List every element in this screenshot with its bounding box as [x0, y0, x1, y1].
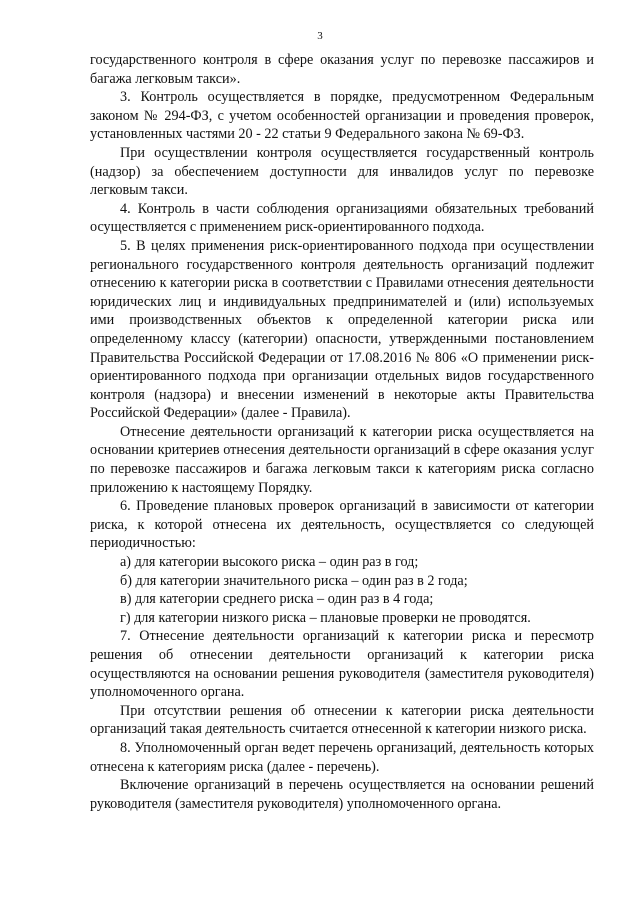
paragraph-item-7: 7. Отнесение деятельности организаций к категории риска и пересмотр решения об отнесении деятельности организаций к категории риска осуществляются на основании решения руководителя (заместителя руководителя) уполномоченного органа. — [90, 628, 594, 701]
paragraph-no-decision: При отсутствии решения об отнесении к категории риска деятельности организаций такая деятельность считается отнесенной к категории низкого риска. — [90, 702, 594, 738]
paragraph-accessibility-control: При осуществлении контроля осуществляется государственный контроль (надзор) за обеспечением доступности для инвалидов услуг по перевозке легковым такси. — [90, 144, 594, 199]
paragraph-item-5: 5. В целях применения риск-ориентированного подхода при осуществлении регионального государственного контроля деятельность организаций подлежит отнесению к категории риска в соответствии с Правилами отнесения деятельности юридических лиц и индивидуальных предпринимателей и (или) используемых ими производственных объектов к определенной категории риска или определенному классу (категории) опасности, утвержденными постановлением Правительства Российской Федерации от 17.08.2016 № 806 «О применении риск-ориентированного подхода при организации отдельных видов государственного контроля (надзора) и внесении изменений в некоторые акты Правительства Российской Федерации» (далее - Правила). — [90, 237, 594, 422]
page-number: 3 — [317, 30, 323, 42]
list-item-medium-risk: в) для категории среднего риска – один раз в 4 года; — [120, 591, 434, 608]
paragraph-item-4: 4. Контроль в части соблюдения организациями обязательных требований осуществляется с применением риск-ориентированного подхода. — [90, 200, 594, 236]
paragraph-inclusion: Включение организаций в перечень осуществляется на основании решений руководителя (заместителя руководителя) уполномоченного органа. — [90, 777, 594, 812]
paragraph-item-3: 3. Контроль осуществляется в порядке, предусмотренном Федеральным законом № 294-ФЗ, с учетом особенностей организации и проведения проверок, установленных частями 20 - 22 статьи 9 Федерального закона № 69-ФЗ. — [90, 89, 594, 143]
list-item-low-risk: г) для категории низкого риска – плановые проверки не проводятся. — [120, 609, 531, 626]
list-item-significant-risk: б) для категории значительного риска – один раз в 2 года; — [120, 572, 468, 589]
paragraph-item-6: 6. Проведение плановых проверок организаций в зависимости от категории риска, к которой отнесена их деятельность, осуществляется со следующей периодичностью: — [90, 498, 594, 552]
paragraph-risk-criteria: Отнесение деятельности организаций к категории риска осуществляется на основании критериев отнесения деятельности организаций в сфере оказания услуг по перевозке пассажиров и багажа легковым такси к категориям риска согласно приложению к настоящему Порядку. — [90, 423, 594, 496]
paragraph-item-8: 8. Уполномоченный орган ведет перечень организаций, деятельность которых отнесена к категориям риска (далее - перечень). — [90, 739, 594, 775]
paragraph-continuation: государственного контроля в сфере оказания услуг по перевозке пассажиров и багажа легковым такси». — [90, 52, 594, 87]
list-item-high-risk: а) для категории высокого риска – один раз в год; — [120, 554, 419, 571]
document-body — [90, 51, 594, 813]
